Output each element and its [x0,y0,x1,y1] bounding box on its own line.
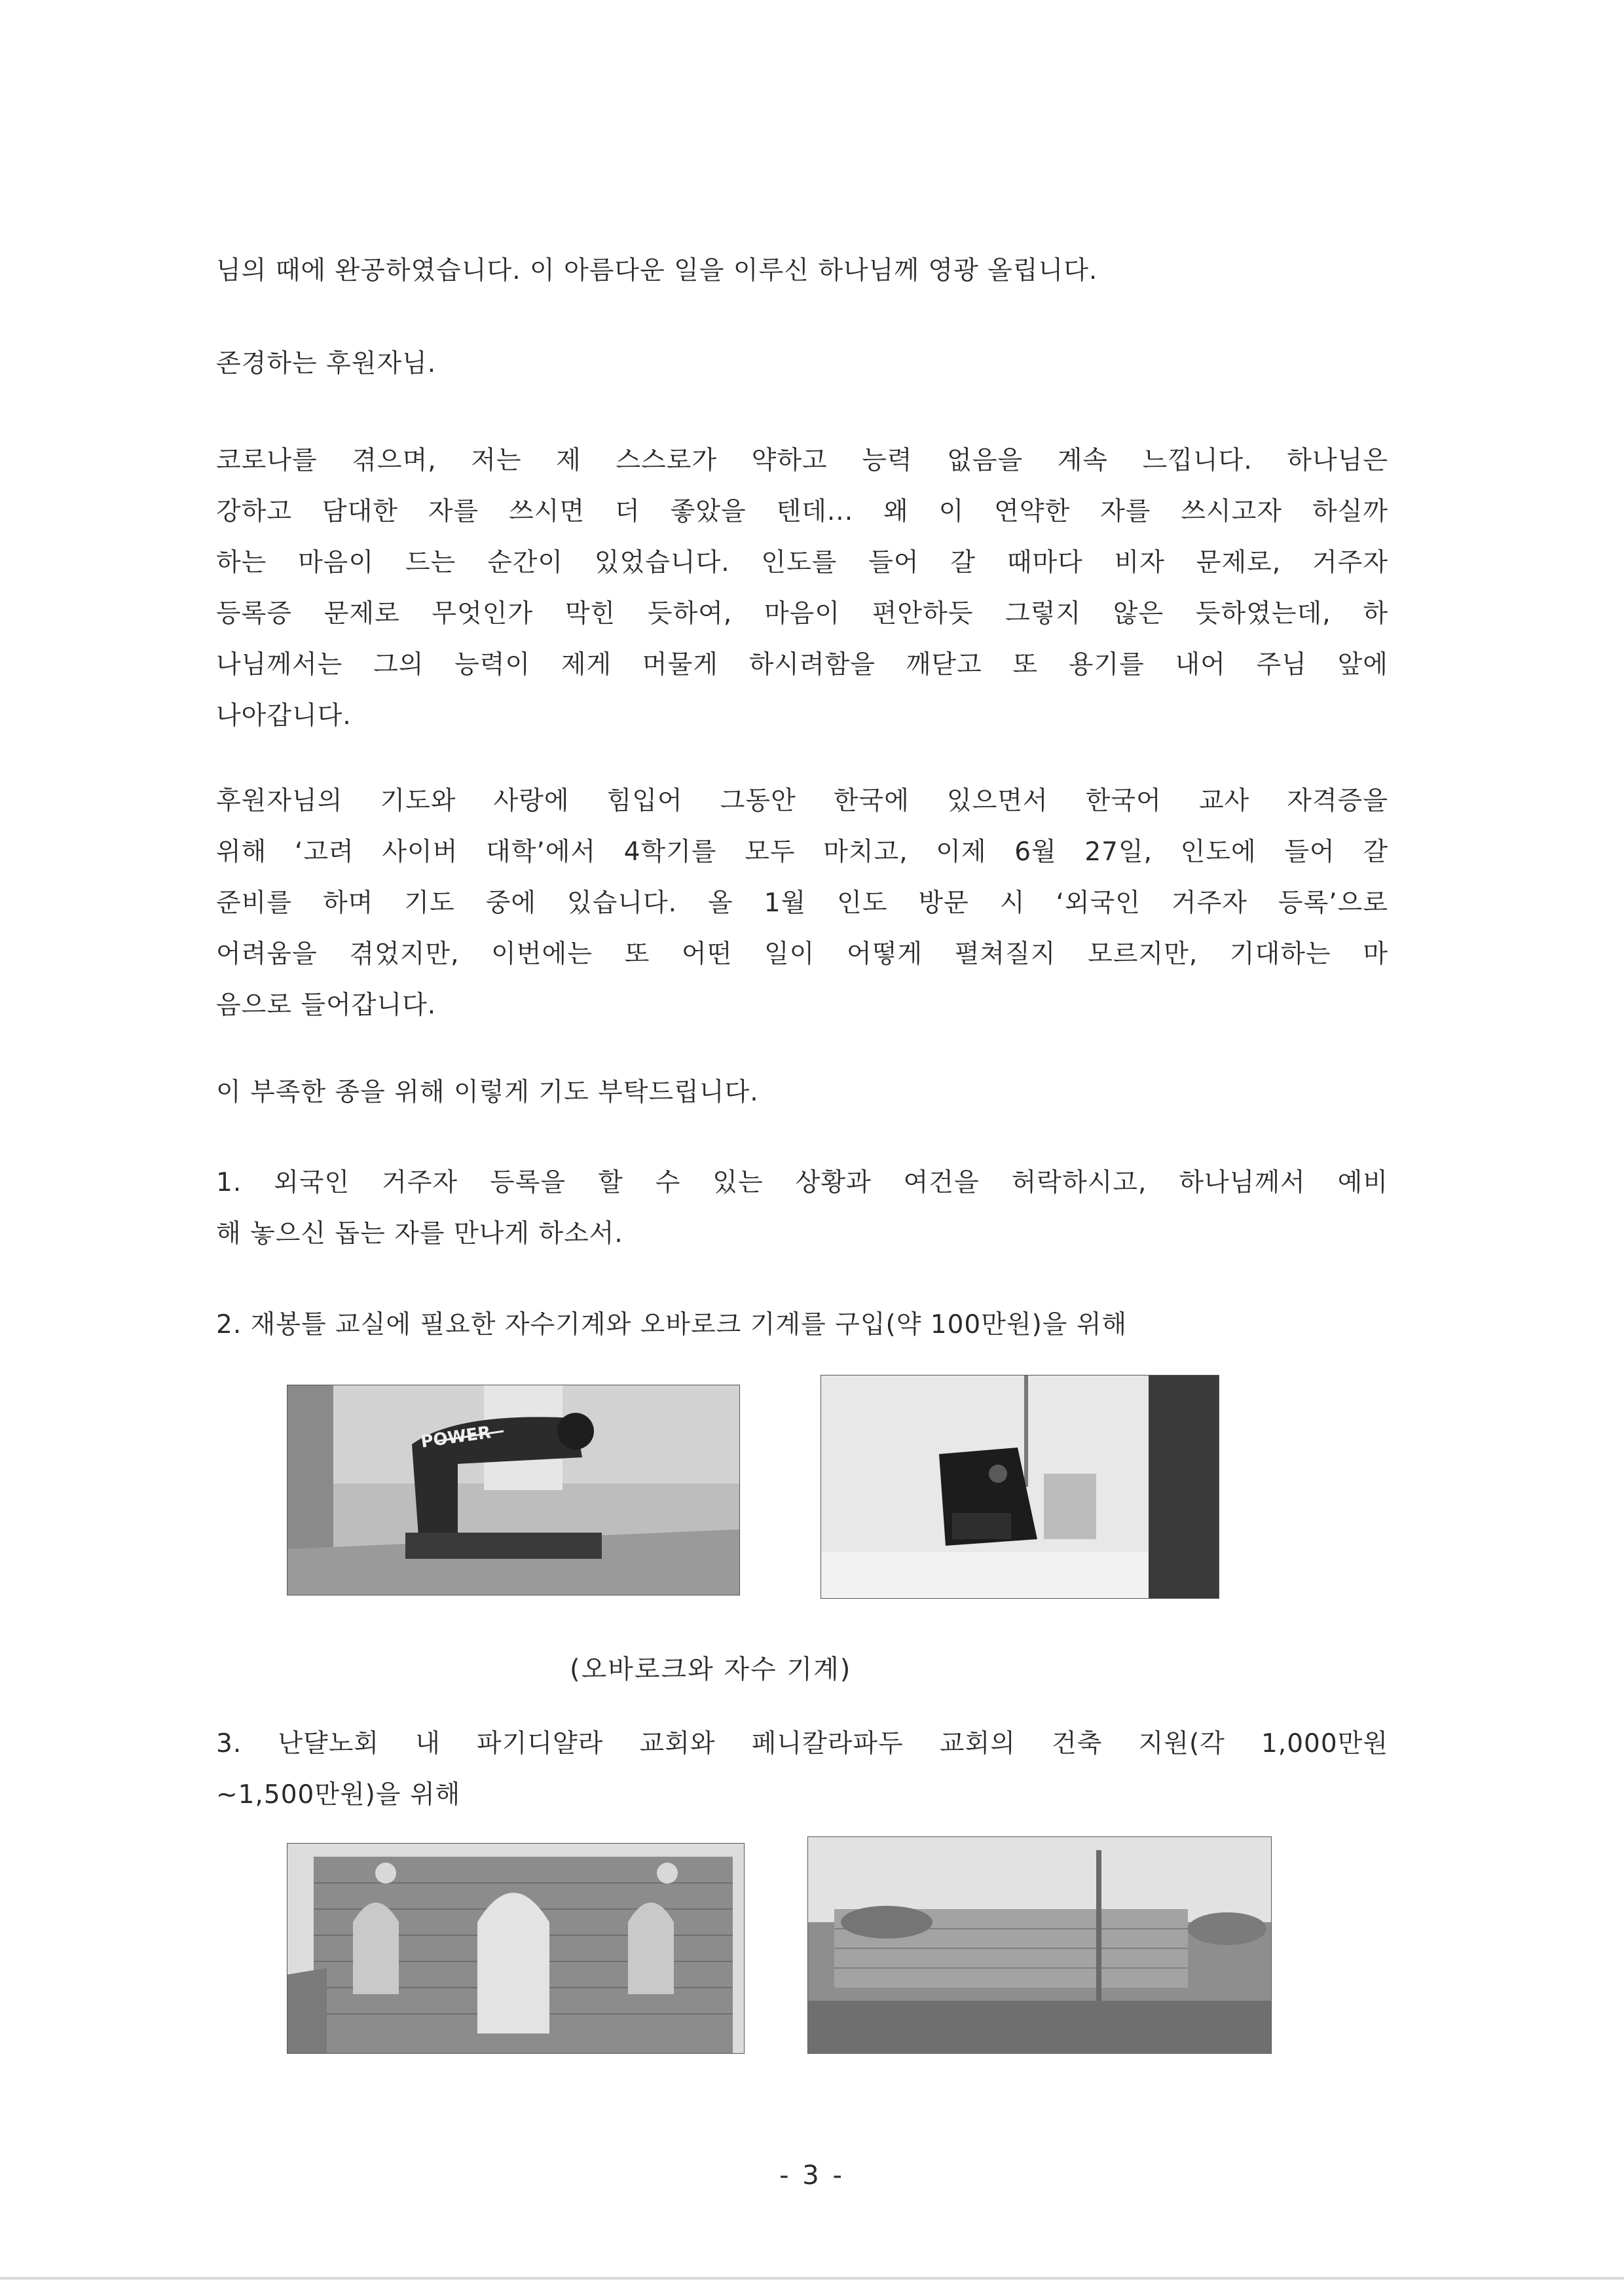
paragraph-line: 등록증 문제로 무엇인가 막힌 듯하여, 마음이 편안하듯 그렇지 않은 듯하였는데, 하 [216,599,1388,629]
prayer-item-1: 1. 외국인 거주자 등록을 할 수 있는 상황과 여건을 허락하시고, 하나님께서 예비 [216,1168,1388,1197]
paragraph-line: 강하고 담대한 자를 쓰시면 더 좋았을 텐데... 왜 이 연약한 자를 쓰시고자 하실까 [216,497,1388,526]
greeting-line: 존경하는 후원자님. [216,349,437,378]
prayer-item-1-cont: 해 놓으신 돕는 자를 만나게 하소서. [216,1219,623,1248]
photo-caption: (오바로크와 자수 기계) [570,1654,852,1685]
church-construction-photo-2 [807,1836,1272,2054]
prayer-item-2: 2. 재봉틀 교실에 필요한 자수기계와 오바로크 기계를 구입(약 100만원)을 위해 [216,1310,1128,1339]
scan-edge-line [0,2277,1624,2280]
overlock-machine-photo [821,1375,1219,1599]
paragraph-line: 나님께서는 그의 능력이 제게 머물게 하시려함을 깨닫고 또 용기를 내어 주님 앞에 [216,650,1388,680]
paragraph-line: 어려움을 겪었지만, 이번에는 또 어떤 일이 어떻게 펼쳐질지 모르지만, 기대하는 마 [216,939,1388,969]
paragraph-line: 하는 마음이 드는 순간이 있었습니다. 인도를 들어 갈 때마다 비자 문제로, 거주자 [216,548,1388,577]
prayer-item-3-cont: ~1,500만원)을 위해 [216,1780,461,1810]
paragraph-line: 코로나를 겪으며, 저는 제 스스로가 약하고 능력 없음을 계속 느낍니다. 하나님은 [216,446,1388,475]
paragraph-line: 이 부족한 종을 위해 이렇게 기도 부탁드립니다. [216,1078,759,1107]
prayer-item-3: 3. 난댤노회 내 파기디얄라 교회와 페니칼라파두 교회의 건축 지원(각 1,000만원 [216,1729,1388,1758]
machine-brand-text: POWER [419,1423,492,1452]
paragraph-line: 나아갑니다. [216,701,352,731]
page-number: - 3 - [779,2160,845,2191]
paragraph-line: 준비를 하며 기도 중에 있습니다. 올 1월 인도 방문 시 ‘외국인 거주자 등록’으로 [216,888,1388,918]
paragraph-line: 음으로 들어갑니다. [216,991,437,1020]
paragraph-line: 님의 때에 완공하였습니다. 이 아름다운 일을 이루신 하나님께 영광 올립니다. [216,256,1098,285]
church-construction-photo-1 [287,1843,745,2054]
paragraph-line: 후원자님의 기도와 사랑에 힘입어 그동안 한국에 있으면서 한국어 교사 자격증을 [216,786,1388,816]
sewing-machine-photo [287,1385,740,1595]
paragraph-line: 위해 ‘고려 사이버 대학’에서 4학기를 모두 마치고, 이제 6월 27일, 인도에 들어 갈 [216,837,1388,867]
